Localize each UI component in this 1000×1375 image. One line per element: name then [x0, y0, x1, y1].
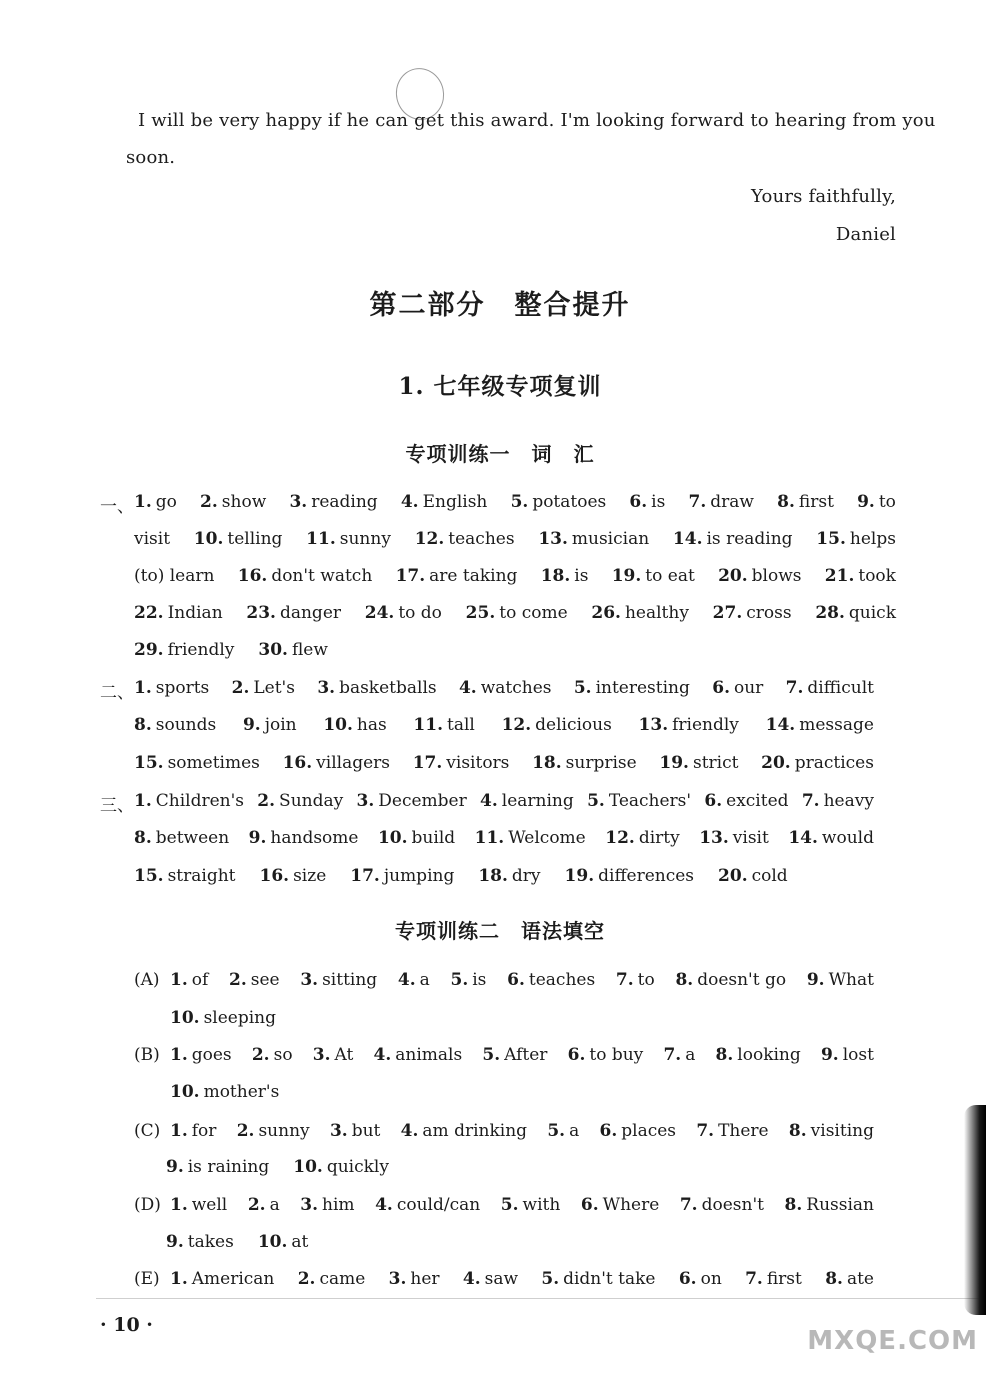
- answer-item: 1. go: [134, 492, 177, 512]
- answer-item: 5. with: [500, 1195, 561, 1215]
- answer-item: 4. am drinking: [400, 1121, 528, 1141]
- answer-item: 18. dry: [478, 866, 541, 886]
- answer-item: 15. straight: [134, 866, 236, 886]
- answer-item: 7. heavy: [801, 791, 874, 811]
- answer-item: 7. to: [615, 970, 655, 990]
- answer-line: [0, 753, 1000, 779]
- answer-line: [0, 1121, 1000, 1147]
- answer-item: 4. saw: [462, 1269, 519, 1289]
- answer-item: 6. excited: [704, 791, 789, 811]
- answer-item: 14. is reading: [672, 529, 793, 549]
- answer-item: 2. Sunday: [257, 791, 344, 811]
- answer-item: 3. reading: [289, 492, 378, 512]
- answer-item: 4. learning: [480, 791, 574, 811]
- answer-item: 8. between: [134, 828, 230, 848]
- answer-item: 13. friendly: [638, 715, 739, 735]
- subsection-title: 专项训练一 词 汇: [405, 442, 595, 466]
- answer-line: [0, 828, 1000, 854]
- answer-item: 6. to buy: [567, 1045, 644, 1065]
- answer-group-label: (D): [134, 1195, 161, 1215]
- answer-item: 17. visitors: [412, 753, 510, 773]
- answer-group-label: 一、: [100, 497, 134, 517]
- answer-item: 13. visit: [699, 828, 769, 848]
- answer-line: [0, 866, 1000, 892]
- answer-item: 1. Children's: [134, 791, 244, 811]
- answer-item: 8. doesn't go: [675, 970, 787, 990]
- answer-item: 24. to do: [364, 603, 442, 623]
- page-number: · 10 ·: [100, 1314, 153, 1336]
- answer-item: 8. ate: [825, 1269, 874, 1289]
- answer-item: 5. interesting: [573, 678, 690, 698]
- answer-item: 3. him: [300, 1195, 355, 1215]
- answer-item: 16. don't watch: [237, 566, 373, 586]
- answer-item: 19. differences: [564, 866, 695, 886]
- answer-item: 8. visiting: [788, 1121, 874, 1141]
- answer-item: 4. a: [397, 970, 430, 990]
- answer-item: 8. sounds: [134, 715, 217, 735]
- answer-item: 30. flew: [258, 640, 328, 660]
- answer-item: 17. jumping: [350, 866, 455, 886]
- answer-item: 4. could/can: [375, 1195, 481, 1215]
- answer-group-label: (C): [134, 1121, 161, 1141]
- answer-item: 9. is raining: [166, 1157, 270, 1177]
- answer-item: 5. didn't take: [541, 1269, 656, 1289]
- letter-signature: Daniel: [835, 224, 896, 245]
- answer-group-label: 二、: [100, 683, 134, 703]
- answer-item: 8. Russian: [784, 1195, 874, 1215]
- answer-item: 9. to: [857, 492, 896, 512]
- answer-item: 25. to come: [465, 603, 568, 623]
- answer-line: [0, 715, 1000, 741]
- answer-item: 10. has: [323, 715, 387, 735]
- answer-item: 7. There: [696, 1121, 769, 1141]
- answer-item: 23. danger: [246, 603, 342, 623]
- answer-item: 29. friendly: [134, 640, 235, 660]
- answer-item: 10. mother's: [170, 1082, 280, 1102]
- answer-item: 21. took: [824, 566, 896, 586]
- answer-item: 10. at: [257, 1232, 309, 1252]
- answer-item: 16. size: [259, 866, 327, 886]
- answer-line: [0, 678, 1000, 704]
- answer-item: 16. villagers: [282, 753, 391, 773]
- answer-item: 3. her: [388, 1269, 440, 1289]
- answer-item: 18. surprise: [532, 753, 637, 773]
- answer-group-label: (E): [134, 1269, 160, 1289]
- answer-item: 8. looking: [715, 1045, 801, 1065]
- page-edge-shadow: [964, 1105, 986, 1315]
- answer-item: visit: [134, 529, 171, 549]
- answer-item: 27. cross: [712, 603, 792, 623]
- answer-group-label: (B): [134, 1045, 160, 1065]
- answer-item: 11. sunny: [306, 529, 391, 549]
- answer-item: 1. of: [170, 970, 209, 990]
- answer-item: 26. healthy: [591, 603, 689, 623]
- answer-item: 12. delicious: [501, 715, 612, 735]
- answer-line: [0, 1269, 1000, 1295]
- answer-line: [0, 640, 1000, 666]
- answer-item: 10. sleeping: [170, 1008, 277, 1028]
- answer-item: 3. but: [329, 1121, 381, 1141]
- answer-item: 7. difficult: [785, 678, 874, 698]
- answer-item: 10. telling: [193, 529, 283, 549]
- answer-item: 9. What: [806, 970, 874, 990]
- letter-line: I will be very happy if he can get this award. I'm looking forward to hearing from you: [138, 110, 936, 131]
- answer-item: 7. draw: [688, 492, 754, 512]
- answer-item: 4. animals: [373, 1045, 463, 1065]
- answer-item: 1. for: [170, 1121, 217, 1141]
- answer-item: 5. a: [547, 1121, 580, 1141]
- answer-group-label: 三、: [100, 796, 134, 816]
- answer-line: [0, 791, 1000, 817]
- answer-item: 3. December: [356, 791, 467, 811]
- answer-item: 20. blows: [718, 566, 802, 586]
- answer-item: 2. came: [297, 1269, 366, 1289]
- footer-rule: [96, 1298, 980, 1299]
- answer-item: 7. doesn't: [679, 1195, 764, 1215]
- answer-item: 6. our: [712, 678, 764, 698]
- letter-line: soon.: [126, 147, 176, 168]
- answer-line: [0, 492, 1000, 518]
- subsection-title: 专项训练二 语法填空: [395, 919, 605, 943]
- answer-line: [0, 1232, 1000, 1258]
- answer-item: 6. is: [629, 492, 666, 512]
- answer-item: 13. musician: [538, 529, 650, 549]
- answer-item: 1. American: [170, 1269, 275, 1289]
- answer-item: 17. are taking: [395, 566, 518, 586]
- part-title: 第二部分 整合提升: [369, 290, 631, 321]
- answer-item: 4. English: [400, 492, 488, 512]
- answer-item: 18. is: [540, 566, 589, 586]
- answer-item: 9. takes: [166, 1232, 234, 1252]
- answer-item: 2. sunny: [236, 1121, 310, 1141]
- answer-item: 2. a: [247, 1195, 280, 1215]
- answer-item: 5. After: [482, 1045, 548, 1065]
- answer-item: 1. well: [170, 1195, 228, 1215]
- answer-item: 3. At: [312, 1045, 354, 1065]
- answer-item: 19. to eat: [611, 566, 695, 586]
- answer-item: 8. first: [777, 492, 834, 512]
- answer-line: [0, 970, 1000, 996]
- answer-item: 15. helps: [816, 529, 896, 549]
- answer-item: 9. handsome: [248, 828, 359, 848]
- answer-item: 22. Indian: [134, 603, 223, 623]
- answer-item: 19. strict: [659, 753, 739, 773]
- answer-line: [0, 1157, 1000, 1183]
- letter-closing: Yours faithfully,: [751, 186, 896, 207]
- watermark: MXQE.COM: [807, 1326, 978, 1356]
- answer-group-label: (A): [134, 970, 160, 990]
- answer-line: [0, 529, 1000, 555]
- answer-item: 2. show: [200, 492, 267, 512]
- answer-item: 14. message: [765, 715, 874, 735]
- answer-item: 10. quickly: [293, 1157, 389, 1177]
- answer-item: 2. Let's: [231, 678, 295, 698]
- answer-item: 20. cold: [718, 866, 788, 886]
- answer-item: 1. goes: [170, 1045, 232, 1065]
- answer-item: 2. see: [229, 970, 280, 990]
- answer-item: 3. basketballs: [317, 678, 437, 698]
- answer-item: 14. would: [788, 828, 874, 848]
- answer-item: 1. sports: [134, 678, 210, 698]
- answer-item: 12. dirty: [605, 828, 680, 848]
- answer-item: 6. Where: [580, 1195, 660, 1215]
- answer-item: 28. quick: [815, 603, 896, 623]
- answer-item: 5. potatoes: [510, 492, 607, 512]
- answer-item: 11. tall: [413, 715, 475, 735]
- answer-item: 9. lost: [820, 1045, 874, 1065]
- answer-item: 4. watches: [458, 678, 552, 698]
- answer-line: [0, 1082, 1000, 1108]
- answer-item: 12. teaches: [414, 529, 515, 549]
- answer-line: [0, 1045, 1000, 1071]
- answer-item: 6. teaches: [507, 970, 596, 990]
- answer-line: [0, 1195, 1000, 1221]
- answer-line: [0, 1008, 1000, 1034]
- answer-item: 3. sitting: [300, 970, 378, 990]
- answer-item: 15. sometimes: [134, 753, 260, 773]
- answer-item: 5. is: [450, 970, 487, 990]
- answer-line: [0, 603, 1000, 629]
- answer-item: 7. first: [745, 1269, 802, 1289]
- answer-item: 6. places: [599, 1121, 677, 1141]
- answer-item: 6. on: [678, 1269, 722, 1289]
- answer-item: 9. join: [242, 715, 297, 735]
- answer-item: 5. Teachers': [587, 791, 692, 811]
- section-title: 1. 七年级专项复训: [398, 373, 602, 400]
- answer-item: 11. Welcome: [474, 828, 586, 848]
- answer-item: 7. a: [663, 1045, 696, 1065]
- answer-item: 20. practices: [761, 753, 874, 773]
- answer-line: [0, 566, 1000, 592]
- answer-item: 10. build: [377, 828, 456, 848]
- answer-item: 2. so: [251, 1045, 293, 1065]
- answer-item: (to) learn: [134, 566, 215, 586]
